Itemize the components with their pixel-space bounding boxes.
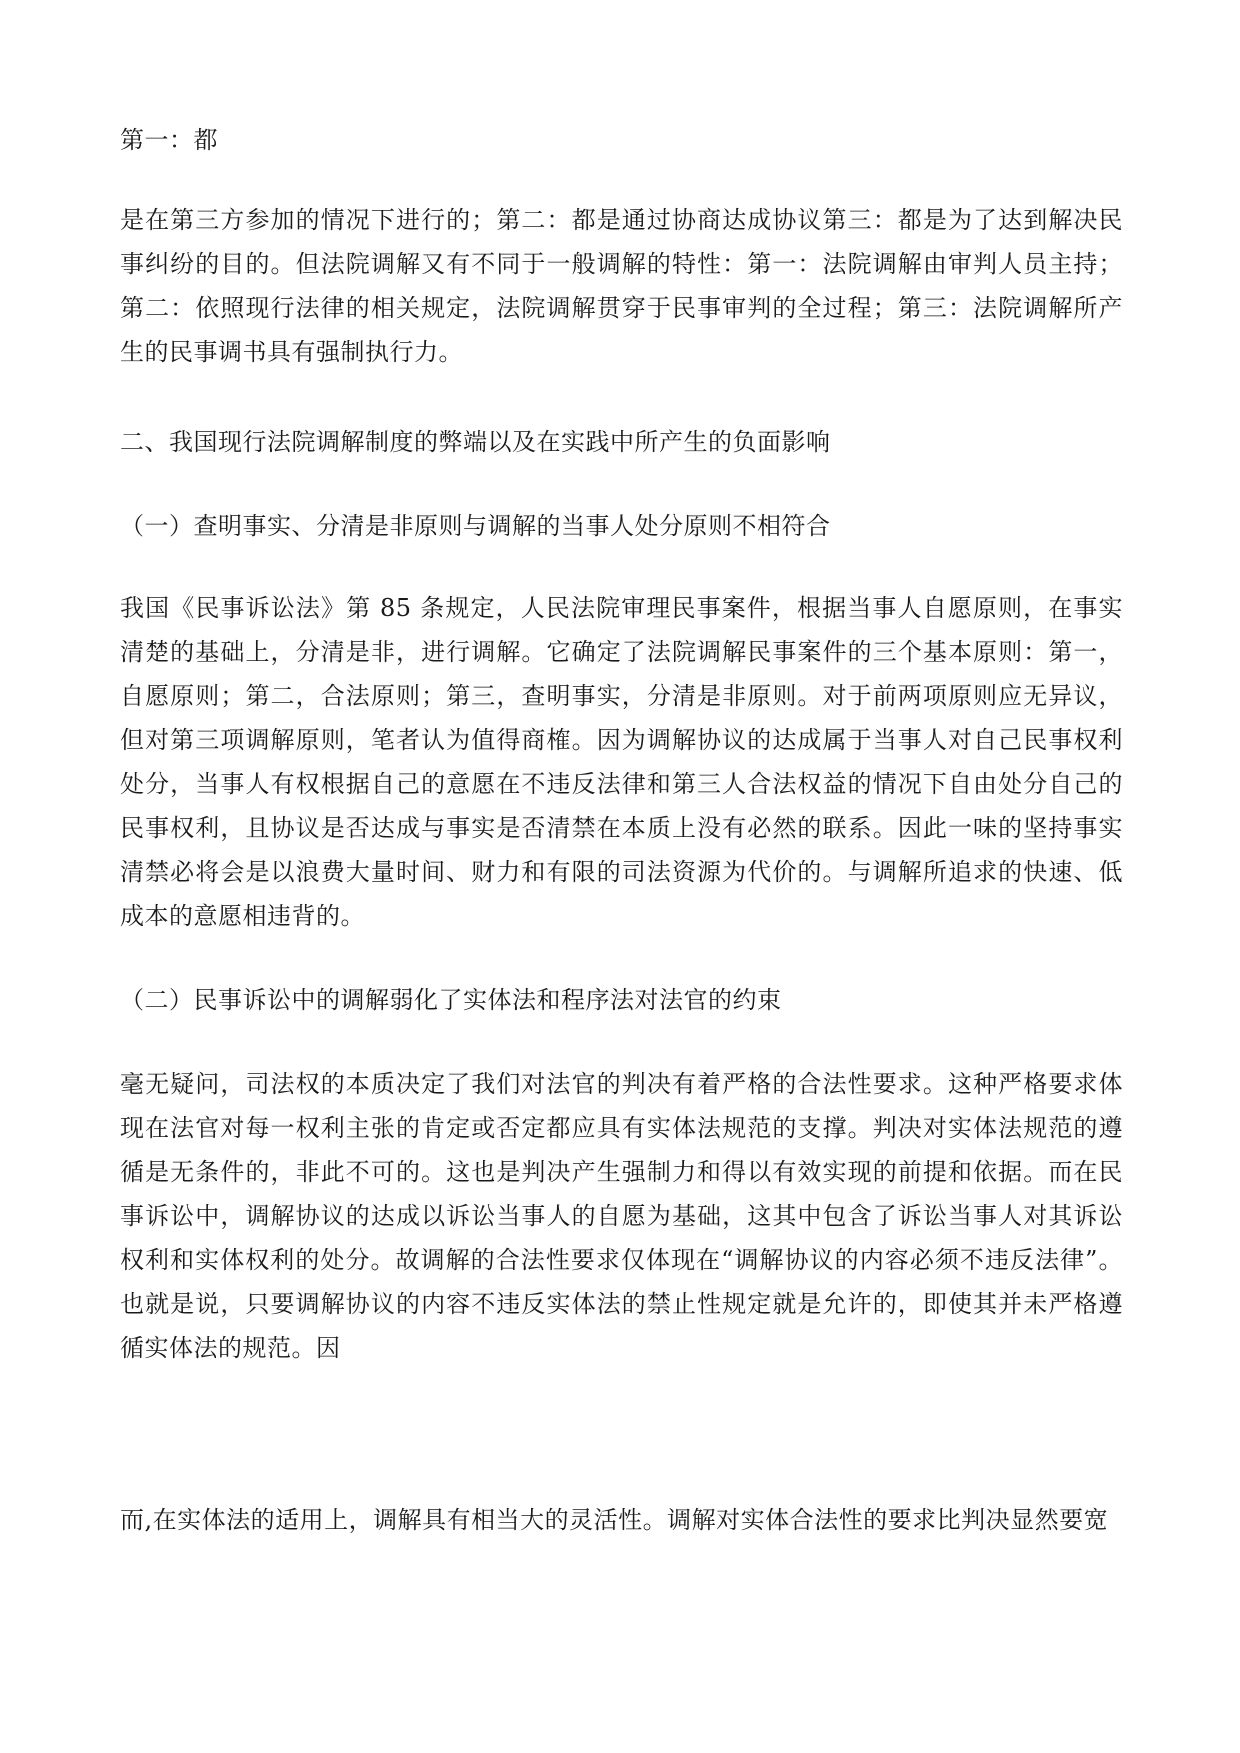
section-heading-two: 二、我国现行法院调解制度的弊端以及在实践中所产生的负面影响 <box>120 428 831 456</box>
paragraph-judicial-power: 毫无疑问，司法权的本质决定了我们对法官的判决有着严格的合法性要求。这种严格要求体现在法官对每一权利主张的肯定或否定都应具有实体法规范的支撑。判决对实体法规范的遵循是无条件的，非此不可的。这也是判决产生强制力和得以有效实现的前提和依据。而在民事诉讼中，调解协议的达成以诉讼当事人的自愿为基础，这其中包含了诉讼当事人对其诉讼权利和实体权利的处分。故调解的合法性要求仅体现在“调解协议的内容必须不违反法律”。也就是说，只要调解协议的内容不违反实体法的禁止性规定就是允许的，即使其并未严格遵循实体法的规范。因 <box>120 1070 1123 1362</box>
subsection-heading-one: （一）查明事实、分清是非原则与调解的当事人处分原则不相符合 <box>120 512 831 540</box>
paragraph-fragment-first: 第一：都 <box>120 126 218 154</box>
paragraph-fragment-last: 而,在实体法的适用上，调解具有相当大的灵活性。调解对实体合法性的要求比判决显然要宽 <box>120 1506 1109 1534</box>
document-page <box>120 0 1123 1753</box>
paragraph-mediation-characteristics: 是在第三方参加的情况下进行的；第二：都是通过协商达成协议第三：都是为了达到解决民事纠纷的目的。但法院调解又有不同于一般调解的特性：第一：法院调解由审判人员主持；第二：依照现行法律的相关规定，法院调解贯穿于民事审判的全过程；第三：法院调解所产生的民事调书具有强制执行力。 <box>120 206 1123 366</box>
paragraph-civil-procedure-law: 我国《民事诉讼法》第 85 条规定，人民法院审理民事案件，根据当事人自愿原则，在事实清楚的基础上，分清是非，进行调解。它确定了法院调解民事案件的三个基本原则：第一，自愿原则；第二，合法原则；第三，查明事实，分清是非原则。对于前两项原则应无异议，但对第三项调解原则，笔者认为值得商榷。因为调解协议的达成属于当事人对自己民事权利处分，当事人有权根据自己的意愿在不违反法律和第三人合法权益的情况下自由处分自己的民事权利，且协议是否达成与事实是否清禁在本质上没有必然的联系。因此一味的坚持事实清禁必将会是以浪费大量时间、财力和有限的司法资源为代价的。与调解所追求的快速、低成本的意愿相违背的。 <box>120 594 1123 930</box>
subsection-heading-two: （二）民事诉讼中的调解弱化了实体法和程序法对法官的约束 <box>120 986 782 1014</box>
